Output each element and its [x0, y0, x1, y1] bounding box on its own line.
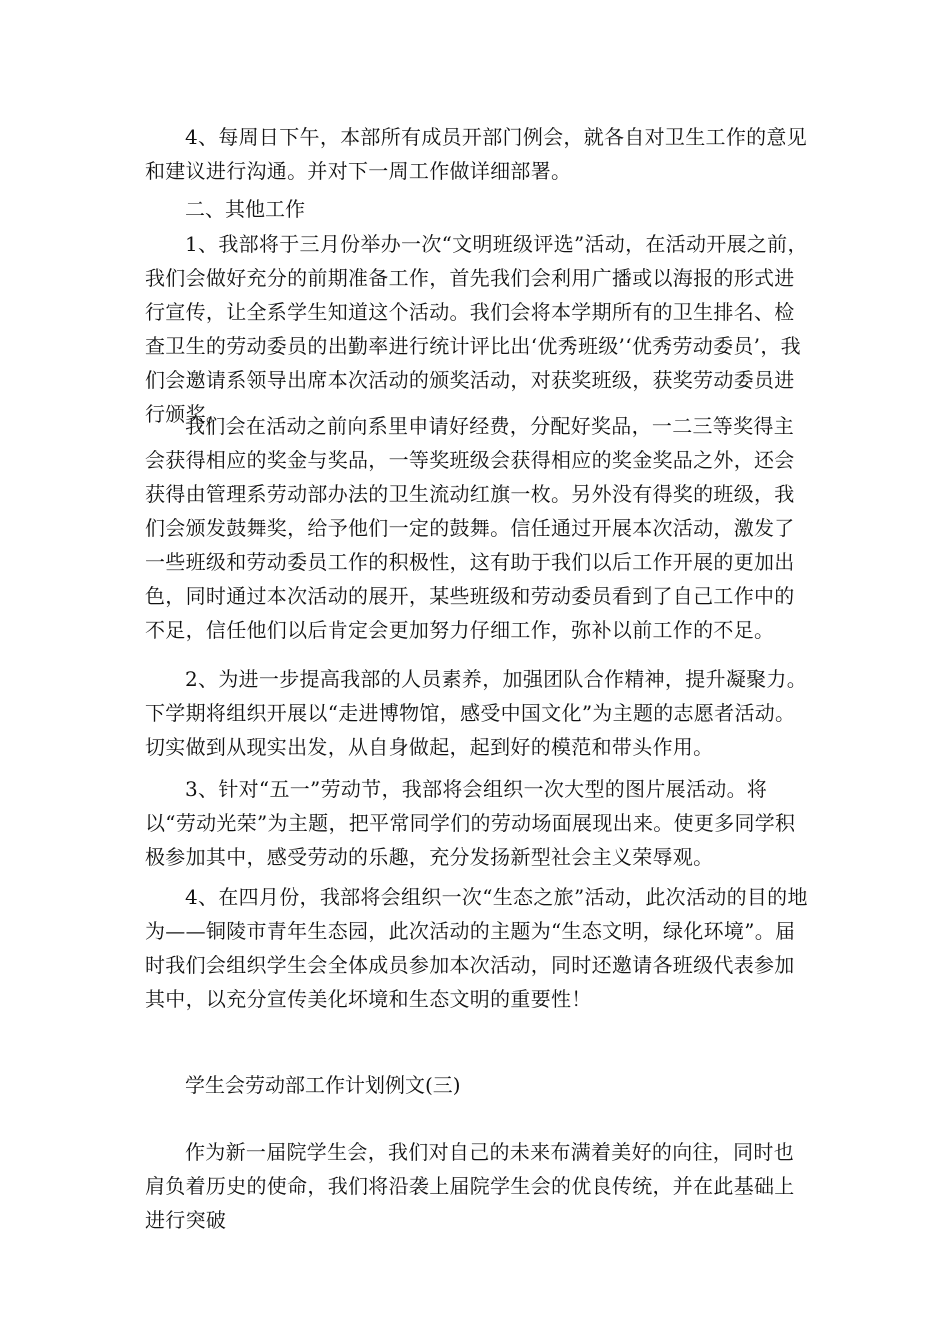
paragraph-article-intro: 作为新一届院学生会，我们对自己的未来布满着美好的向往，同时也肩负着历史的使命，我们将沿袭上届院学生会的优良传统，并在此基础上进行突破 — [145, 1140, 795, 1232]
article-title: 学生会劳动部工作计划例文(三) — [185, 1073, 461, 1097]
paragraph-museum-volunteer: 2、为进一步提高我部的人员素养，加强团队合作精神，提升凝聚力。下学期将组织开展以“走进博物馆，感受中国文化”为主题的志愿者活动。切实做到从现实出发，从自身做起，起到好的模范和带头作用。 — [145, 667, 808, 759]
paragraph-funding-and-prizes: 我们会在活动之前向系里申请好经费，分配好奖品，一二三等奖得主会获得相应的奖金与奖品，一等奖班级会获得相应的奖金奖品之外，还会获得由管理系劳动部办法的卫生流动红旗一枚。另外没有得奖的班级，我们会颁发鼓舞奖，给予他们一定的鼓舞。信任通过开展本次活动，激发了一些班级和劳动委员工作的积极性，这有助于我们以后工作开展的更加出色，同时通过本次活动的展开，某些班级和劳动委员看到了自己工作中的不足，信任他们以后肯定会更加努力仔细工作，弥补以前工作的不足。 — [145, 414, 795, 642]
paragraph-ecology-trip: 4、在四月份，我部将会组织一次“生态之旅”活动，此次活动的目的地为——铜陵市青年生态园，此次活动的主题为“生态文明，绿化环境”。届时我们会组织学生会全体成员参加本次活动，同时还邀请各班级代表参加其中，以充分宣传美化坏境和生态文明的重要性！ — [145, 885, 808, 1011]
paragraph-civilized-class-selection: 1、我部将于三月份举办一次“文明班级评选”活动，在活动开展之前，我们会做好充分的前期准备工作，首先我们会利用广播或以海报的形式进行宣传，让全系学生知道这个活动。我们会将本学期所有的卫生排名、检查卫生的劳动委员的出勤率进行统计评比出‘优秀班级’‘优秀劳动委员’，我们会邀请系领导出席本次活动的颁奖活动，对获奖班级，获奖劳动委员进行颁奖。 — [145, 232, 808, 426]
paragraph-weekly-meeting: 4、每周日下午，本部所有成员开部门例会，就各自对卫生工作的意见和建议进行沟通。并对下一周工作做详细部署。 — [145, 125, 808, 183]
section-heading-other-work: 二、其他工作 — [185, 197, 305, 221]
paragraph-may-day-exhibition: 3、针对“五一”劳动节，我部将会组织一次大型的图片展活动。将以“劳动光荣”为主题，把平常同学们的劳动场面展现出来。使更多同学积极参加其中，感受劳动的乐趣，充分发扬新型社会主义荣辱观。 — [145, 777, 796, 869]
